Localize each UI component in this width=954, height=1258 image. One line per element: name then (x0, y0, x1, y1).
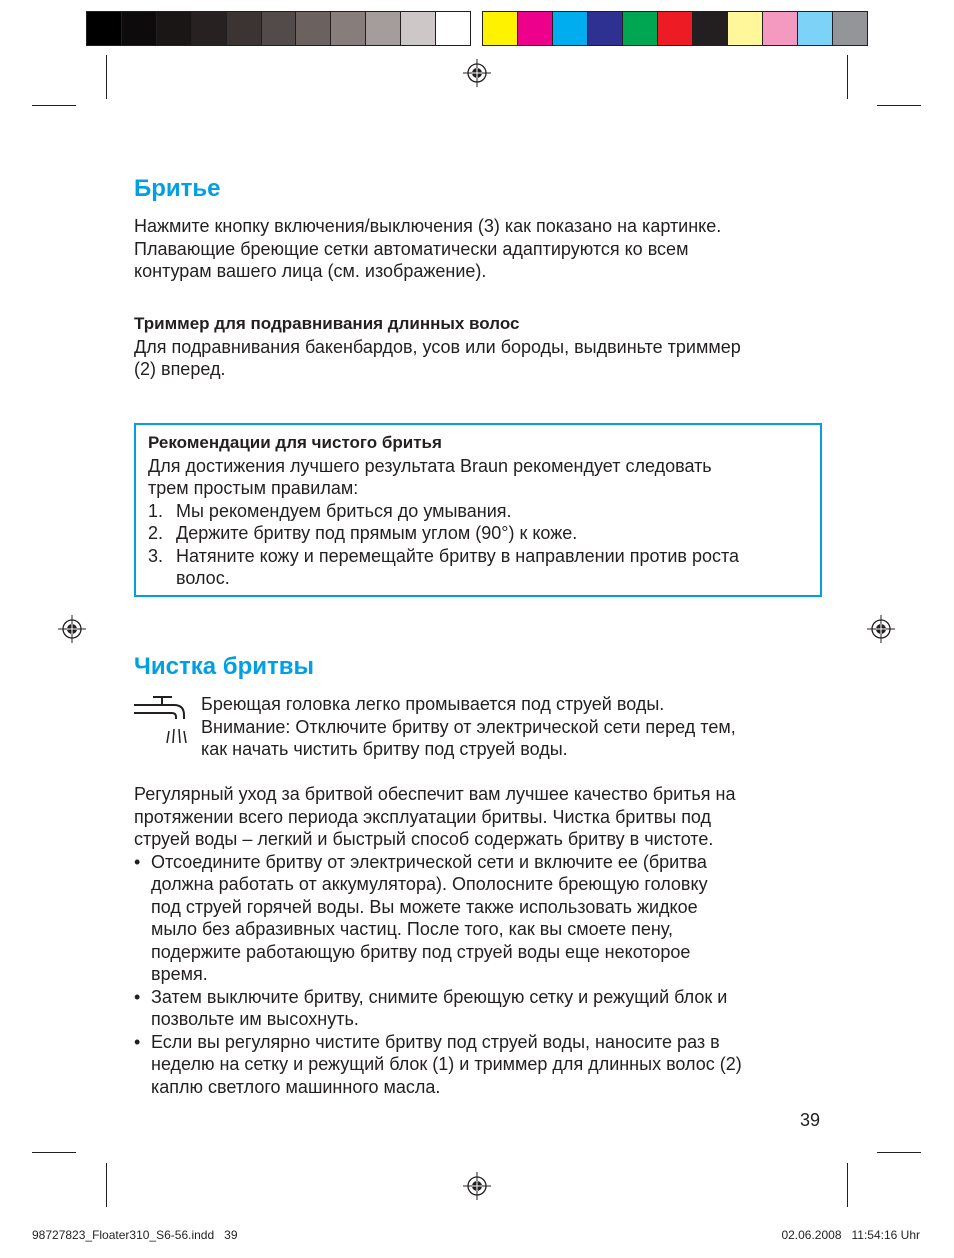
color-swatch (191, 12, 226, 45)
rinse-paragraph (201, 693, 841, 761)
crop-mark (106, 55, 107, 99)
text-line: Затем выключите бритву, снимите бреющую сетку и режущий блок и (151, 986, 728, 1007)
text-line: Если вы регулярно чистите бритву под струей воды, наносите раз в (151, 1031, 720, 1052)
tips-heading: Рекомендации для чистого бритья (148, 433, 442, 452)
text-line: каплю светлого машинного масла. (151, 1076, 441, 1097)
text-line: Мы рекомендуем бриться до умывания. (176, 500, 512, 521)
crop-mark (32, 1152, 76, 1153)
list-number: 2. (148, 523, 164, 543)
color-swatch (156, 12, 191, 45)
registration-mark-icon (463, 59, 491, 87)
water-tap-icon (132, 693, 190, 749)
color-swatch (483, 12, 517, 45)
text-line: контурам вашего лица (см. изображение). (134, 261, 487, 281)
section-title-cleaning: Чистка бритвы (134, 653, 314, 680)
text-line: протяжении всего периода эксплуатации бритвы. Чистка бритвы под (134, 806, 712, 827)
list-item (134, 986, 834, 1031)
crop-mark (877, 1152, 921, 1153)
color-swatch (517, 12, 552, 45)
trimmer-heading: Триммер для подравнивания длинных волос (134, 314, 520, 333)
color-swatch (832, 12, 867, 45)
color-swatch (295, 12, 330, 45)
text-line: время. (151, 964, 208, 984)
color-swatch (587, 12, 622, 45)
color-swatch (87, 12, 121, 45)
cleaning-body (134, 783, 834, 1098)
crop-mark (877, 105, 921, 106)
color-swatch (762, 12, 797, 45)
crop-mark (847, 1163, 848, 1207)
text-line: Нажмите кнопку включения/выключения (3) как показано на картинке. (134, 216, 722, 236)
trimmer-block (134, 313, 834, 381)
crop-mark (847, 55, 848, 99)
cleaning-steps-list (134, 851, 834, 1099)
text-line: трем простым правилам: (148, 478, 359, 498)
color-control-bar (482, 11, 868, 46)
color-swatch (657, 12, 692, 45)
crop-mark (32, 105, 76, 106)
text-line: под струей горячей воды. Вы можете также использовать жидкое (151, 896, 698, 917)
section-title-shaving: Бритье (134, 175, 221, 202)
list-number: 3. (148, 545, 164, 566)
text-line: Держите бритву под прямым углом (90°) к коже. (176, 523, 578, 543)
registration-mark-icon (463, 1172, 491, 1200)
color-swatch (797, 12, 832, 45)
color-swatch (226, 12, 261, 45)
text-line: позвольте им высохнуть. (151, 1009, 359, 1029)
text-line: мыло без абразивных частиц. После того, как вы смоете пену, (151, 919, 673, 939)
text-line: Отсоедините бритву от электрической сети и включите ее (бритва (151, 851, 707, 872)
text-line: неделю на сетку и режущий блок (1) и триммер для длинных волос (2) (151, 1054, 742, 1074)
registration-mark-icon (58, 615, 86, 643)
text-line: Внимание: Отключите бритву от электрической сети перед тем, (201, 716, 736, 737)
text-line: как начать чистить бритву под струей воды. (201, 739, 568, 759)
text-line: Бреющая головка легко промывается под струей воды. (201, 694, 665, 714)
text-line: (2) вперед. (134, 359, 226, 379)
text-line: Плавающие бреющие сетки автоматически адаптируются ко всем (134, 238, 689, 259)
color-swatch (330, 12, 365, 45)
bullet: • (134, 986, 141, 1007)
color-swatch (435, 12, 470, 45)
list-item (134, 851, 834, 986)
text-line: должна работать от аккумулятора). Ополосните бреющую головку (151, 874, 708, 894)
shaving-paragraph (134, 215, 834, 283)
gray-scale-bar (86, 11, 471, 46)
color-swatch (692, 12, 727, 45)
color-swatch (622, 12, 657, 45)
text-line: подержите работающую бритву под струей воды еще некоторое (151, 941, 691, 962)
bullet: • (134, 1031, 141, 1052)
rules-list (148, 500, 812, 590)
color-swatch (727, 12, 762, 45)
list-item (148, 522, 812, 545)
crop-mark (106, 1163, 107, 1207)
tips-box (134, 423, 822, 597)
text-line: волос. (176, 568, 230, 588)
bullet: • (134, 851, 141, 872)
text-line: струей воды – легкий и быстрый способ содержать бритву в чистоте. (134, 829, 714, 849)
color-swatch (121, 12, 156, 45)
page-number: 39 (799, 1110, 820, 1130)
footer-date: 02.06.2008 11:54:16 Uhr (781, 1228, 920, 1242)
color-swatch (552, 12, 587, 45)
list-item (148, 545, 812, 590)
list-item (134, 1031, 834, 1099)
list-number: 1. (148, 500, 164, 521)
color-swatch (365, 12, 400, 45)
footer-file-name: 98727823_Floater310_S6-56.indd 39 (32, 1228, 238, 1242)
text-line: Регулярный уход за бритвой обеспечит вам лучшее качество бритья на (134, 784, 736, 804)
list-item (148, 500, 812, 523)
registration-mark-icon (867, 615, 895, 643)
text-line: Для достижения лучшего результата Braun рекомендует следовать (148, 455, 712, 476)
text-line: Натяните кожу и перемещайте бритву в направлении против роста (176, 545, 740, 566)
color-swatch (261, 12, 296, 45)
color-swatch (400, 12, 435, 45)
text-line: Для подравнивания бакенбардов, усов или бороды, выдвиньте триммер (134, 336, 741, 357)
